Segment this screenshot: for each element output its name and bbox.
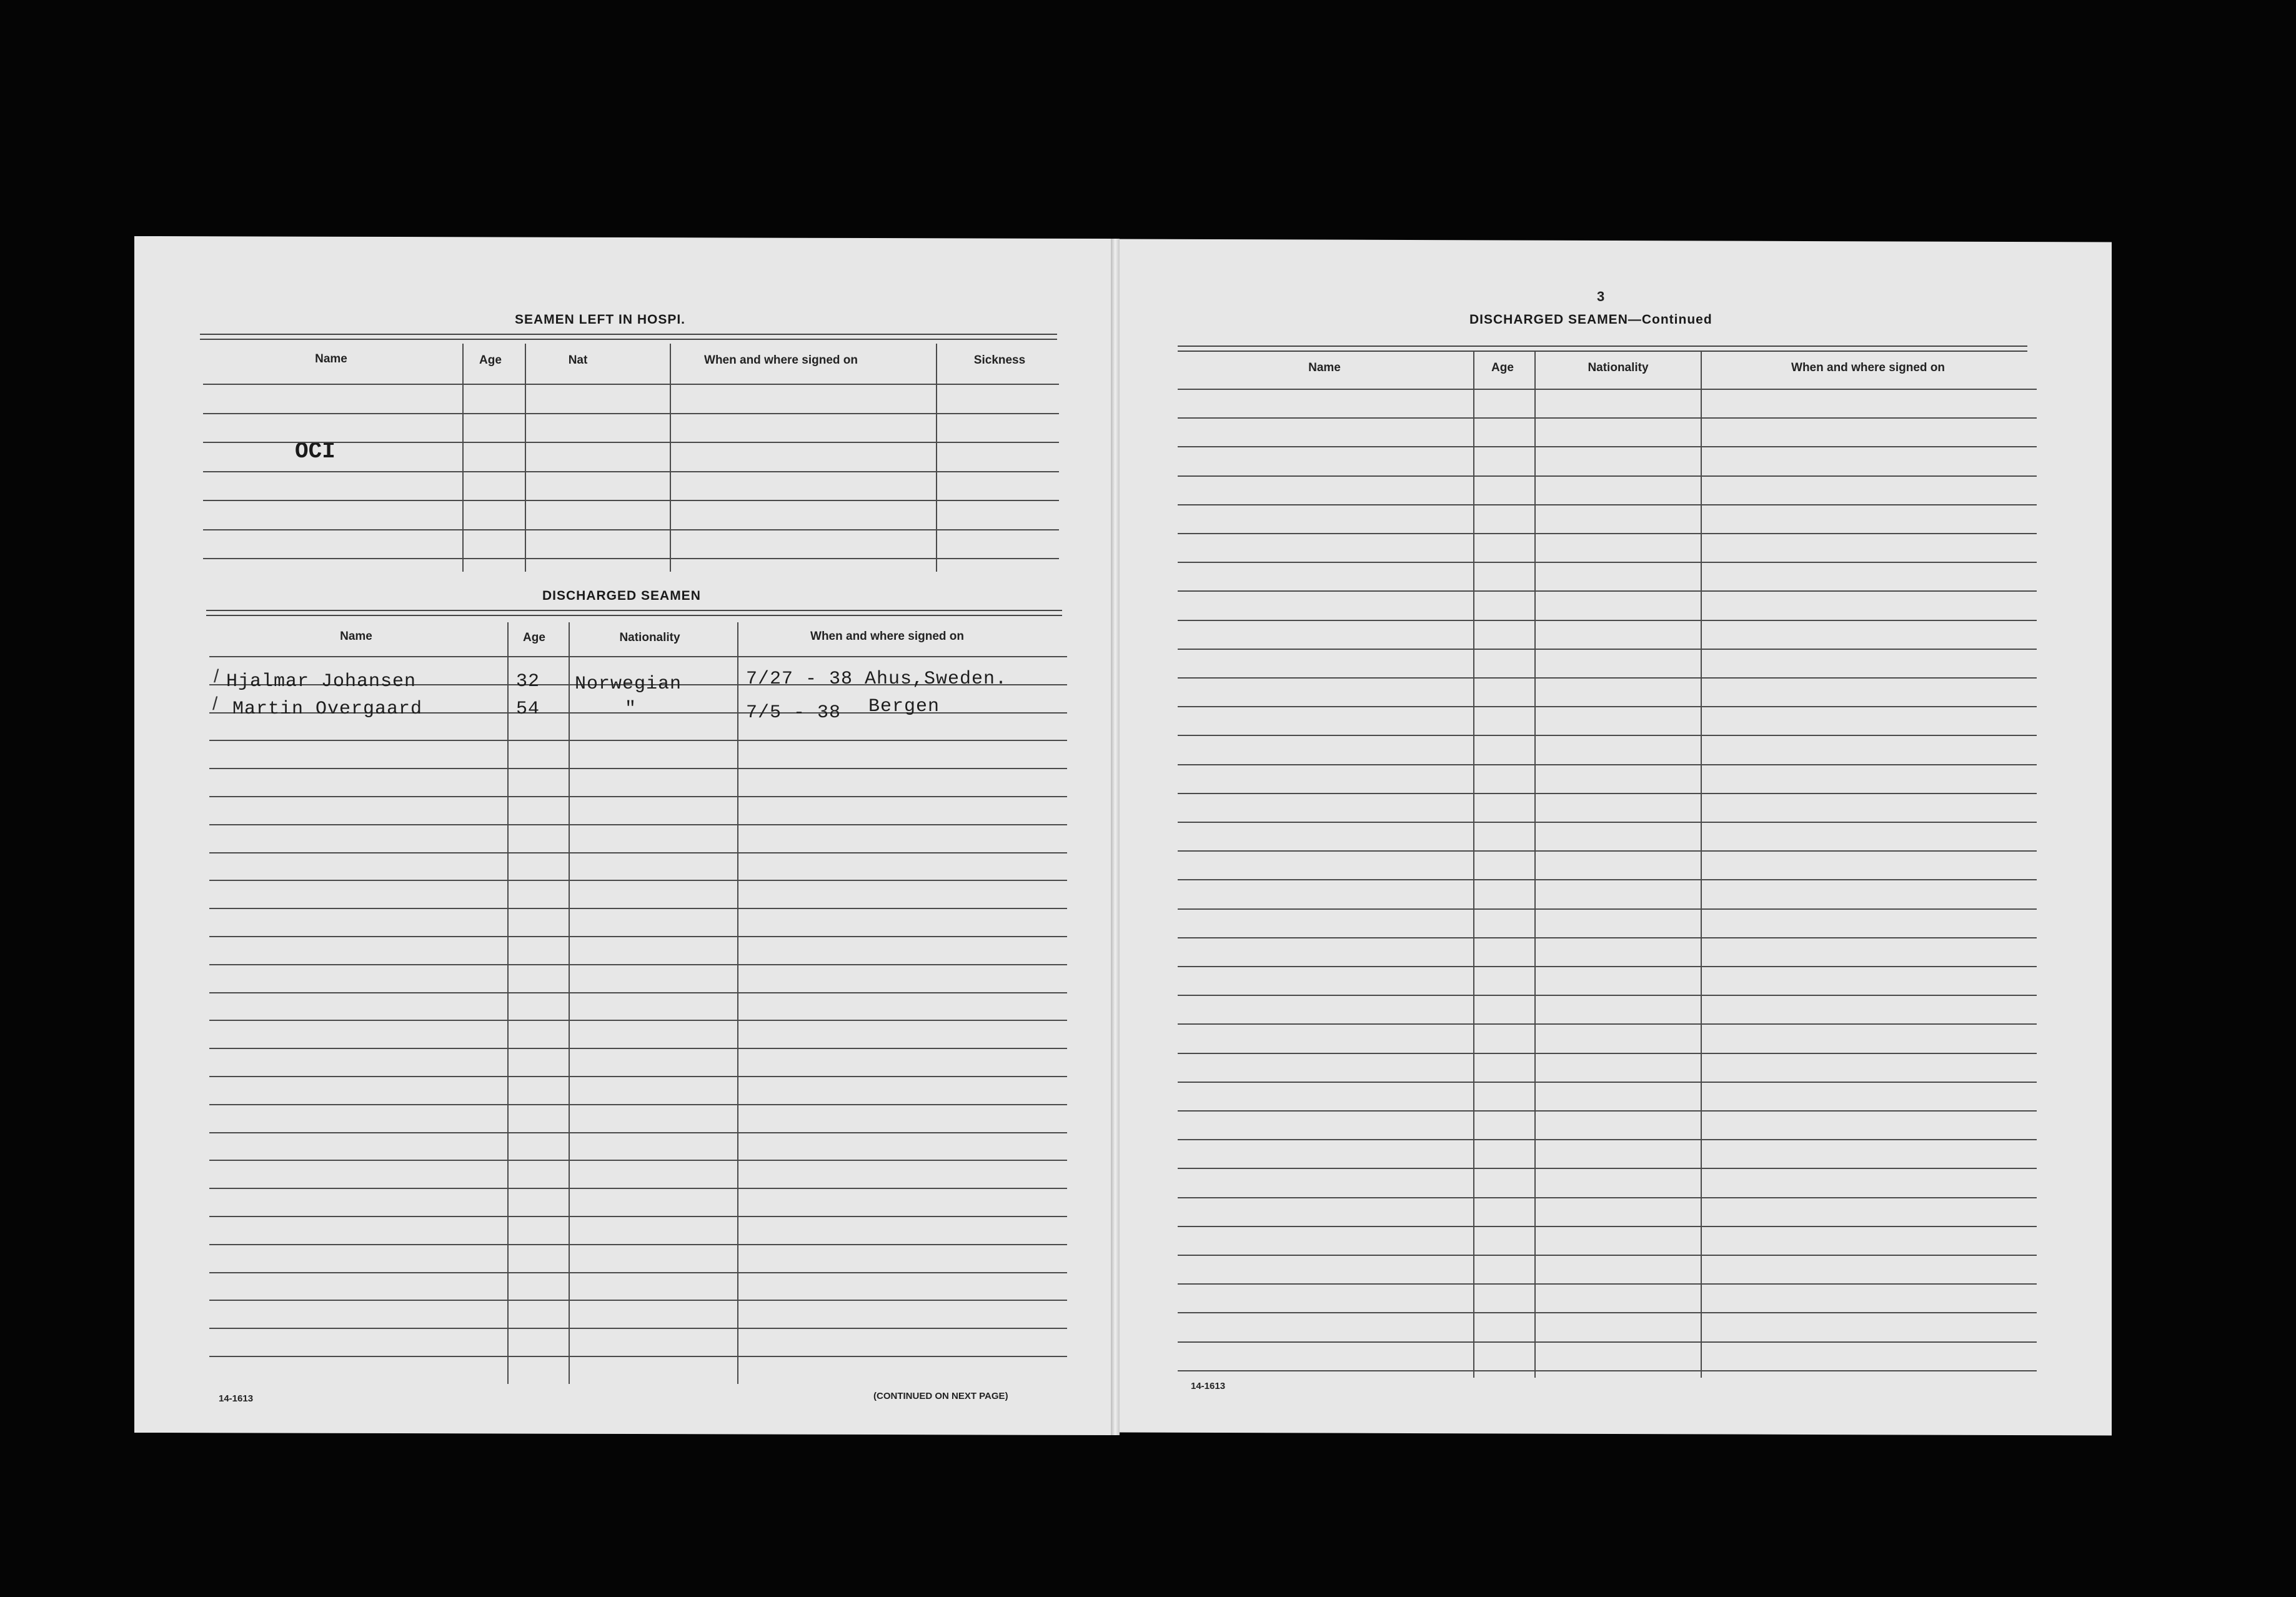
ruled-line bbox=[1178, 620, 2037, 621]
left-page bbox=[134, 236, 1118, 1435]
ruled-line bbox=[209, 1048, 1067, 1049]
ruled-line bbox=[209, 908, 1067, 909]
discharged-top-rule bbox=[206, 610, 1062, 616]
column-divider bbox=[737, 622, 738, 1384]
ruled-line bbox=[1178, 1023, 2037, 1025]
ruled-line bbox=[209, 768, 1067, 769]
right-top-rule bbox=[1178, 346, 2027, 352]
ruled-line bbox=[203, 558, 1059, 559]
row2-signed-on-place: Bergen bbox=[868, 696, 940, 717]
hospital-top-rule bbox=[200, 334, 1057, 340]
ruled-line bbox=[209, 1020, 1067, 1021]
ruled-line bbox=[1178, 590, 2037, 592]
discharged-header-name: Name bbox=[340, 630, 372, 643]
ruled-line bbox=[1178, 1226, 2037, 1227]
hospital-section-title: SEAMEN LEFT IN HOSPI. bbox=[515, 312, 686, 327]
ruled-line bbox=[1178, 1255, 2037, 1256]
ruled-line bbox=[209, 1356, 1067, 1357]
ruled-line bbox=[209, 1328, 1067, 1329]
ruled-line bbox=[1178, 764, 2037, 765]
row2-signed-on-date: 7/5 - 38 bbox=[746, 702, 842, 724]
ruled-line bbox=[1178, 1197, 2037, 1198]
ruled-line bbox=[209, 824, 1067, 825]
ruled-line bbox=[203, 413, 1059, 414]
ruled-line bbox=[1178, 879, 2037, 880]
ruled-line bbox=[1178, 1082, 2037, 1083]
page-number: 3 bbox=[1597, 289, 1605, 304]
ruled-line bbox=[1178, 1312, 2037, 1313]
row1-name: Hjalmar Johansen bbox=[226, 671, 417, 692]
ruled-line bbox=[203, 500, 1059, 501]
ruled-line bbox=[209, 796, 1067, 797]
ruled-line bbox=[1178, 504, 2037, 505]
ruled-line bbox=[1178, 446, 2037, 447]
column-divider bbox=[462, 344, 464, 572]
check-mark-icon: / bbox=[212, 694, 218, 714]
right-header-nationality: Nationality bbox=[1588, 361, 1649, 374]
ruled-line bbox=[1178, 1168, 2037, 1169]
ruled-line bbox=[209, 1216, 1067, 1217]
hospital-header-age: Age bbox=[479, 354, 502, 367]
ruled-line bbox=[209, 1160, 1067, 1161]
column-divider bbox=[507, 622, 509, 1384]
discharged-header-age: Age bbox=[523, 631, 545, 644]
hospital-header-signed-on: When and where signed on bbox=[704, 354, 858, 367]
check-mark-icon: / bbox=[214, 666, 219, 687]
row1-nationality: Norwegian bbox=[575, 674, 682, 695]
ruled-line bbox=[1178, 850, 2037, 852]
ruled-line bbox=[209, 656, 1067, 657]
row1-age: 32 bbox=[516, 671, 540, 692]
ruled-line bbox=[209, 1272, 1067, 1273]
column-divider bbox=[936, 344, 937, 572]
hospital-header-name: Name bbox=[315, 352, 347, 366]
right-form-number: 14-1613 bbox=[1191, 1381, 1226, 1391]
ruled-line bbox=[209, 1244, 1067, 1245]
column-divider bbox=[1701, 351, 1702, 1378]
ruled-line bbox=[209, 1076, 1067, 1077]
ruled-line bbox=[203, 442, 1059, 443]
ruled-line bbox=[209, 1188, 1067, 1189]
ruled-line bbox=[209, 992, 1067, 993]
ruled-line bbox=[1178, 966, 2037, 967]
ruled-line bbox=[1178, 908, 2037, 910]
ruled-line bbox=[1178, 937, 2037, 938]
ruled-line bbox=[1178, 533, 2037, 534]
discharged-header-nationality: Nationality bbox=[619, 631, 680, 644]
ruled-line bbox=[1178, 1053, 2037, 1054]
column-divider bbox=[569, 622, 570, 1384]
right-section-title: DISCHARGED SEAMEN—Continued bbox=[1469, 312, 1712, 327]
ruled-line bbox=[1178, 822, 2037, 823]
ruled-line bbox=[209, 964, 1067, 965]
right-header-name: Name bbox=[1308, 361, 1341, 374]
ruled-line bbox=[209, 1132, 1067, 1133]
hospital-stamp-mark: OCI bbox=[295, 439, 335, 464]
ruled-line bbox=[1178, 475, 2037, 477]
ruled-line bbox=[203, 529, 1059, 530]
page-fold bbox=[1111, 239, 1120, 1435]
ruled-line bbox=[1178, 1341, 2037, 1343]
ruled-line bbox=[209, 1300, 1067, 1301]
ruled-line bbox=[209, 936, 1067, 937]
ruled-line bbox=[1178, 562, 2037, 563]
ruled-line bbox=[1178, 649, 2037, 650]
ruled-line bbox=[1178, 995, 2037, 996]
ruled-line bbox=[209, 1104, 1067, 1105]
ruled-line bbox=[209, 740, 1067, 741]
ruled-line bbox=[1178, 1370, 2037, 1371]
hospital-header-nationality: Nat bbox=[568, 354, 588, 367]
column-divider bbox=[525, 344, 526, 572]
ruled-line bbox=[203, 471, 1059, 472]
continued-note: (CONTINUED ON NEXT PAGE) bbox=[873, 1391, 1008, 1401]
right-header-signed-on: When and where signed on bbox=[1791, 361, 1945, 374]
row2-name: Martin Overgaard bbox=[232, 699, 423, 720]
row2-nationality: " bbox=[625, 699, 637, 720]
ruled-line bbox=[1178, 417, 2037, 419]
row2-age: 54 bbox=[516, 699, 540, 720]
column-divider bbox=[670, 344, 671, 572]
left-form-number: 14-1613 bbox=[219, 1393, 254, 1404]
row1-signed-on: 7/27 - 38 Ahus,Sweden. bbox=[746, 669, 1008, 690]
column-divider bbox=[1534, 351, 1536, 1378]
ruled-line bbox=[1178, 706, 2037, 707]
ruled-line bbox=[1178, 1139, 2037, 1140]
ruled-line bbox=[1178, 1283, 2037, 1285]
ruled-line bbox=[1178, 677, 2037, 679]
ruled-line bbox=[1178, 793, 2037, 794]
hospital-header-sickness: Sickness bbox=[973, 354, 1026, 367]
ruled-line bbox=[1178, 389, 2037, 390]
ruled-line bbox=[209, 880, 1067, 881]
ruled-line bbox=[1178, 735, 2037, 736]
right-header-age: Age bbox=[1491, 361, 1514, 374]
discharged-section-title: DISCHARGED SEAMEN bbox=[542, 589, 701, 603]
discharged-header-signed-on: When and where signed on bbox=[810, 630, 964, 643]
ruled-line bbox=[203, 384, 1059, 385]
column-divider bbox=[1473, 351, 1474, 1378]
ruled-line bbox=[1178, 1110, 2037, 1112]
ruled-line bbox=[209, 852, 1067, 853]
